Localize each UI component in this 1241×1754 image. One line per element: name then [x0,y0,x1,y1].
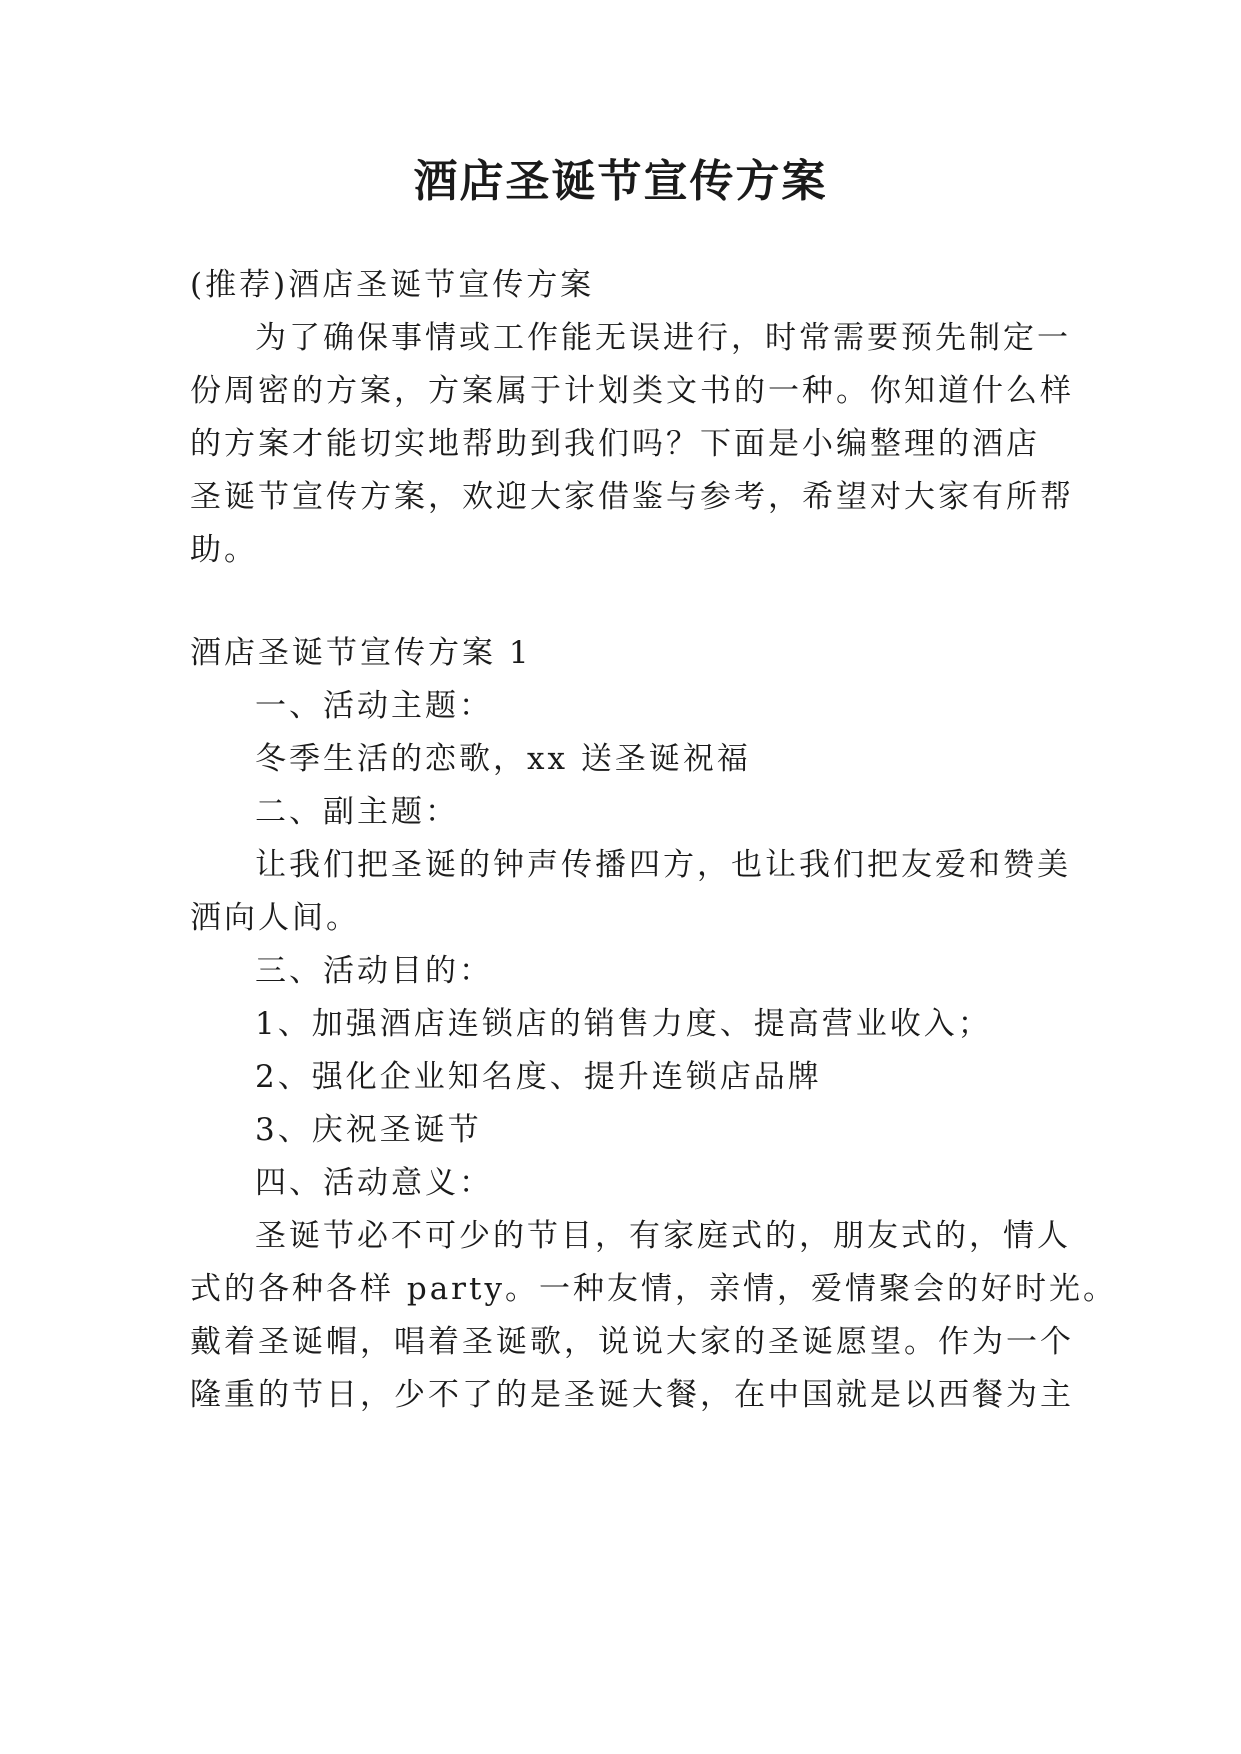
paragraph-line: 圣诞节宣传方案，欢迎大家借鉴与参考，希望对大家有所帮 [190,479,1074,515]
document-title: 酒店圣诞节宣传方案 [413,156,828,207]
section-heading: 酒店圣诞节宣传方案 1 [190,635,532,671]
subsection-heading: 一、活动主题： [255,688,493,724]
paragraph-line: 让我们把圣诞的钟声传播四方，也让我们把友爱和赞美 [255,847,1071,883]
paragraph-line: 冬季生活的恋歌，xx 送圣诞祝福 [255,741,751,777]
list-item: 3、庆祝圣诞节 [255,1112,482,1148]
paragraph-line: 份周密的方案，方案属于计划类文书的一种。你知道什么样 [190,373,1074,409]
paragraph-line: 戴着圣诞帽，唱着圣诞歌，说说大家的圣诞愿望。作为一个 [190,1324,1074,1360]
subsection-heading: 二、副主题： [255,794,459,830]
paragraph-line: 为了确保事情或工作能无误进行，时常需要预先制定一 [255,320,1071,356]
paragraph-line: 洒向人间。 [190,900,360,936]
paragraph-line: 式的各种各样 party。一种友情，亲情，爱情聚会的好时光。 [190,1271,1117,1307]
paragraph-line: 隆重的节日，少不了的是圣诞大餐，在中国就是以西餐为主 [190,1377,1074,1413]
paragraph-line: 的方案才能切实地帮助到我们吗？下面是小编整理的酒店 [190,426,1040,462]
paragraph-line: 助。 [190,532,258,568]
intro-heading: (推荐)酒店圣诞节宣传方案 [190,267,595,303]
list-item: 1、加强酒店连锁店的销售力度、提高营业收入； [255,1006,992,1042]
list-item: 2、强化企业知名度、提升连锁店品牌 [255,1059,822,1095]
subsection-heading: 四、活动意义： [255,1165,493,1201]
subsection-heading: 三、活动目的： [255,953,493,989]
paragraph-line: 圣诞节必不可少的节目，有家庭式的，朋友式的，情人 [255,1218,1071,1254]
